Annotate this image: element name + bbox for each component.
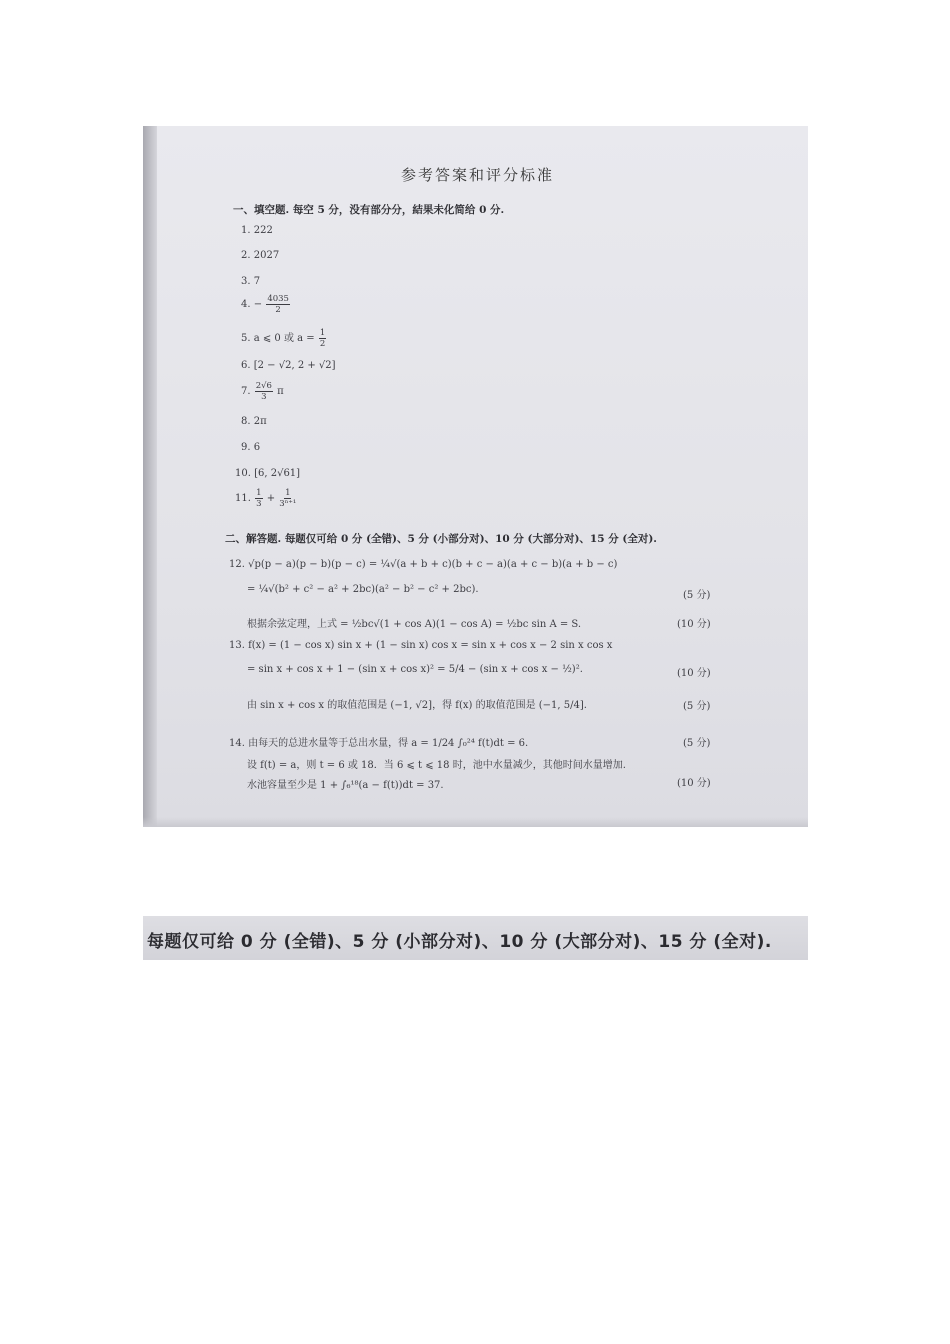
q12-score-1: (5 分) <box>683 590 711 601</box>
q13-line3: 由 sin x + cos x 的取值范围是 (−1, √2]，得 f(x) 的取值范围是 (−1, 5/4]. <box>247 700 587 711</box>
answer-6: 6. [2 − √2, 2 + √2] <box>241 360 336 371</box>
answer-10: 10. [6, 2√61] <box>235 468 301 479</box>
q14-score-2: (10 分) <box>677 778 711 789</box>
zoomed-rule-strip <box>143 916 808 960</box>
q14-score-1: (5 分) <box>683 738 711 749</box>
answer-sheet-photo <box>143 126 808 827</box>
q13-line1: 13. f(x) = (1 − cos x) sin x + (1 − sin x) cos x = sin x + cos x − 2 sin x cos x <box>229 640 613 651</box>
answer-4: 4. − $\frac{4035}{2}$ <box>241 294 289 315</box>
q13-score-1: (10 分) <box>677 668 711 679</box>
answer-3: 3. 7 <box>241 276 261 287</box>
q14-line3: 水池容量至少是 1 + ∫₆¹⁸(a − f(t))dt = 37. <box>247 780 444 791</box>
section1-header <box>233 202 504 217</box>
q12-line3: 根据余弦定理，上式 = ½bc√(1 + cos A)(1 − cos A) = ½bc sin A = S. <box>247 619 582 630</box>
page-title: 参考答案和评分标准 <box>401 166 555 184</box>
q12-score-2: (10 分) <box>677 619 711 630</box>
section2-header <box>225 531 657 546</box>
q14-line2: 设 f(t) = a，则 t = 6 或 18．当 6 ⩽ t ⩽ 18 时，池中水量减少，其他时间水量增加. <box>247 760 626 771</box>
section1-rule: 每空 5 分，没有部分分，結果未化简给 0 分. <box>292 204 505 216</box>
answer-8: 8. 2π <box>241 416 267 427</box>
answer-9: 9. 6 <box>241 442 261 453</box>
answer-11: 11. $\frac{1}{3}$ + $\frac{1}{\text{3ⁿ⁺¹}}$ <box>235 488 297 509</box>
q12-line1: 12. √p(p − a)(p − b)(p − c) = ¼√(a + b + c)(b + c − a)(a + c − b)(a + b − c) <box>229 559 618 570</box>
answer-2: 2. 2027 <box>241 250 280 261</box>
answer-1: 1. 222 <box>241 225 273 236</box>
section2-rule: 每题仅可给 0 分 (全错)、5 分 (小部分对)、10 分 (大部分对)、15 分 (全对). <box>284 533 657 545</box>
q14-line1: 14. 由每天的总进水量等于总出水量，得 a = 1/24 ∫₀²⁴ f(t)dt = 6. <box>229 738 529 749</box>
photo-bottom-shadow <box>143 817 808 827</box>
section2-label: 二、解答题. <box>225 533 282 545</box>
answer-5: 5. a ⩽ 0 或 a = $\frac{1}{2}$ <box>241 328 326 349</box>
section1-label: 一、填空题. <box>233 204 290 216</box>
answer-7: 7. $\frac{2√6}{3}$ π <box>241 381 284 402</box>
photo-edge-shadow <box>143 126 157 827</box>
zoomed-rule-text: 每题仅可给 0 分 (全错)、5 分 (小部分对)、10 分 (大部分对)、15 分 (全对). <box>147 932 772 952</box>
q13-line2: = sin x + cos x + 1 − (sin x + cos x)² = 5/4 − (sin x + cos x − ½)². <box>247 664 583 675</box>
q13-score-2: (5 分) <box>683 701 711 712</box>
q12-line2: = ¼√(b² + c² − a² + 2bc)(a² − b² − c² + 2bc). <box>247 584 479 595</box>
